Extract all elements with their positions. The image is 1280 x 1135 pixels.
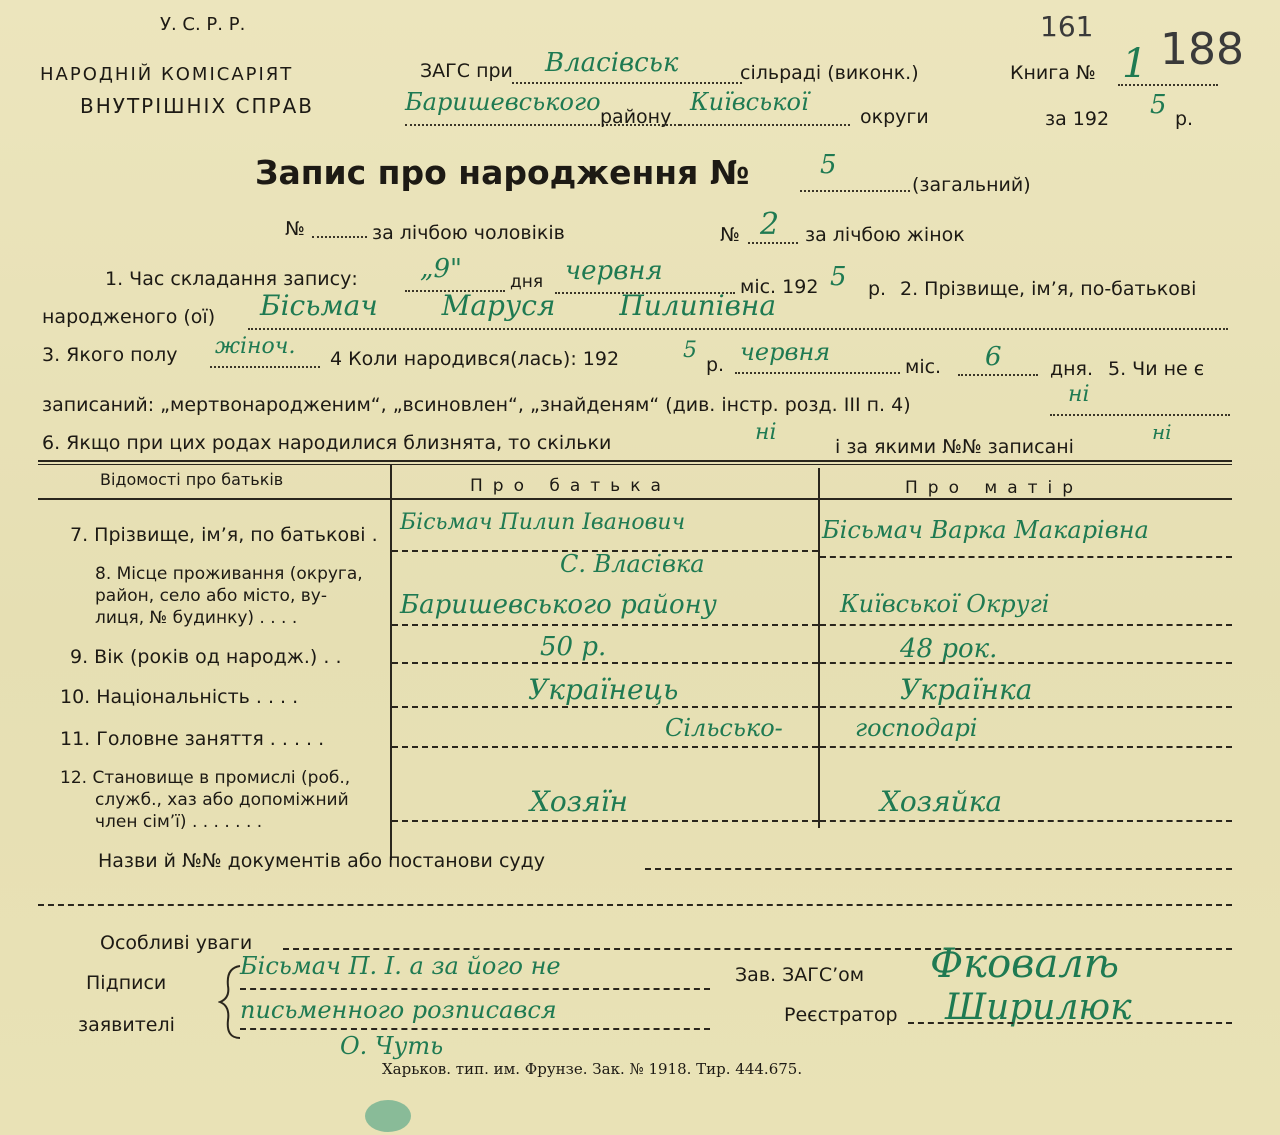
q3-label: 3. Якого полу (42, 344, 178, 366)
applicants-label-1: Підписи (86, 972, 167, 994)
head-signature: Фковалѣ (930, 941, 1120, 987)
documents-label: Назви й №№ документів або постанови суду (98, 850, 546, 872)
row9-father: 50 р. (540, 632, 607, 662)
q1-day-value: „9" (420, 254, 462, 284)
row8-father-district: Баришевського району (400, 590, 717, 620)
q4-year-suffix: р. (706, 354, 725, 376)
female-count-label: за лічбою жінок (805, 224, 965, 246)
year-suffix: р. (1175, 108, 1194, 130)
row12-label-1: 12. Становище в промислі (роб., (60, 768, 351, 788)
q1-year-digit: 5 (830, 262, 847, 292)
q2-label2: народженого (ої) (42, 306, 216, 328)
registrar-signature: Ширилюк (945, 987, 1132, 1028)
row11-father: Сільсько- (665, 714, 783, 742)
applicant-signature-line3: О. Чуть (340, 1032, 444, 1060)
row9-mother: 48 рок. (900, 634, 998, 664)
row11-label: 11. Головне заняття . . . . . (60, 728, 325, 750)
remarks-label: Особливі уваги (100, 932, 253, 954)
q6-value2: ні (1152, 420, 1172, 444)
row7-label: 7. Прізвище, ім’я, по батькові . (70, 524, 378, 546)
q6-label2: і за якими №№ записані (835, 436, 1074, 458)
q1-month-label: міс. 192 (740, 276, 819, 298)
book-label: Книга № (1010, 62, 1096, 84)
okruha-value: Київської (690, 88, 809, 116)
row11-mother: господарі (855, 714, 978, 742)
row12-label-3: член сім’ї) . . . . . . . (95, 812, 263, 832)
female-count-value: 2 (760, 207, 780, 242)
archive-number: 161 (1040, 10, 1094, 43)
q4-day-value: 6 (985, 342, 1002, 372)
commissariat-line1: НАРОДНІЙ КОМІСАРІЯТ (40, 64, 294, 85)
col-header-mother: Про матір (905, 478, 1084, 498)
q5-line2: записаний: „мертвонародженим“, „всиновлен“, „знайденям“ (див. інстр. розд. III п. 4) (42, 394, 911, 416)
q4-year-digit: 5 (683, 338, 697, 363)
female-prefix: № (720, 224, 740, 246)
row8-label-3: лиця, № будинку) . . . . (95, 608, 298, 628)
q6-label: 6. Якщо при цих родах народилися близнята, то скільки (42, 432, 612, 454)
book-pencil-number: 188 (1160, 24, 1244, 75)
q5-value: ні (1068, 382, 1090, 407)
applicants-label-2: заявителі (78, 1014, 175, 1036)
male-prefix: № (285, 218, 305, 240)
row12-father: Хозяїн (530, 785, 628, 818)
registrar-label: Реєстратор (784, 1004, 898, 1026)
okruha-label: округи (860, 106, 929, 128)
q4-month-label: міс. (905, 356, 942, 378)
zags-label: ЗАГС при (420, 60, 513, 82)
record-number: 5 (820, 150, 837, 180)
col-header-info: Відомості про батьків (100, 470, 284, 489)
head-label: Зав. ЗАГС’ом (735, 964, 865, 986)
row12-mother: Хозяйка (880, 785, 1003, 818)
general-label: (загальний) (912, 174, 1031, 196)
applicant-signature-line1: Бісьмач П. І. а за його не (240, 952, 561, 980)
q4-day-label: дня. (1050, 358, 1094, 380)
applicant-signature-line2: письменного розписався (240, 996, 557, 1024)
q6-value: ні (755, 420, 777, 445)
printer-imprint: Харьков. тип. им. Фрунзе. Зак. № 1918. Тир. 444.675. (382, 1060, 803, 1078)
q1-month-value: червня (565, 256, 663, 286)
row12-label-2: служб., хаз або допоміжний (95, 790, 349, 810)
q4-label: 4 Коли народився(лась): 192 (330, 348, 620, 370)
row7-mother: Бісьмач Варка Макарівна (822, 516, 1149, 544)
book-value: 1 (1122, 41, 1148, 87)
row8-label-1: 8. Місце проживання (округа, (95, 564, 363, 584)
q1-year-suffix: р. (868, 278, 887, 300)
row9-label: 9. Вік (років од народж.) . . (70, 646, 342, 668)
ink-blot (365, 1100, 411, 1132)
q1-day-label: дня (510, 272, 544, 292)
commissariat-line2: ВНУТРІШНІХ СПРАВ (80, 94, 314, 118)
district-value: Баришевського (405, 88, 601, 116)
col-header-father: Про батька (470, 476, 671, 496)
row8-label-2: район, село або місто, ву- (95, 586, 327, 606)
row8-father-village: С. Власівка (560, 550, 705, 578)
record-title: Запис про народження № (255, 153, 750, 192)
row10-father: Українець (528, 673, 679, 706)
q3-sex-value: жіноч. (215, 334, 296, 359)
row8-mother: Київської Округі (840, 590, 1050, 618)
male-count-label: за лічбою чоловіків (372, 222, 565, 244)
row7-father: Бісьмач Пилип Іванович (400, 510, 686, 535)
q2-label: 2. Прізвище, ім’я, по-батькові (900, 278, 1197, 300)
q4-month-value: червня (740, 338, 831, 366)
council-label: сільраді (виконк.) (740, 62, 919, 84)
row10-mother: Українка (900, 673, 1033, 706)
q2-child-name: Бісьмач Маруся Пилипівна (260, 289, 777, 322)
district-label: району (600, 106, 672, 128)
q1-label: 1. Час складання запису: (105, 268, 358, 290)
row10-label: 10. Національність . . . . (60, 686, 299, 708)
republic-label: У. С. Р. Р. (160, 14, 246, 35)
year-digit: 5 (1150, 90, 1167, 120)
zags-value: Власівськ (545, 48, 679, 78)
q5-label: 5. Чи не є (1108, 358, 1205, 380)
year-label: за 192 (1045, 108, 1110, 130)
